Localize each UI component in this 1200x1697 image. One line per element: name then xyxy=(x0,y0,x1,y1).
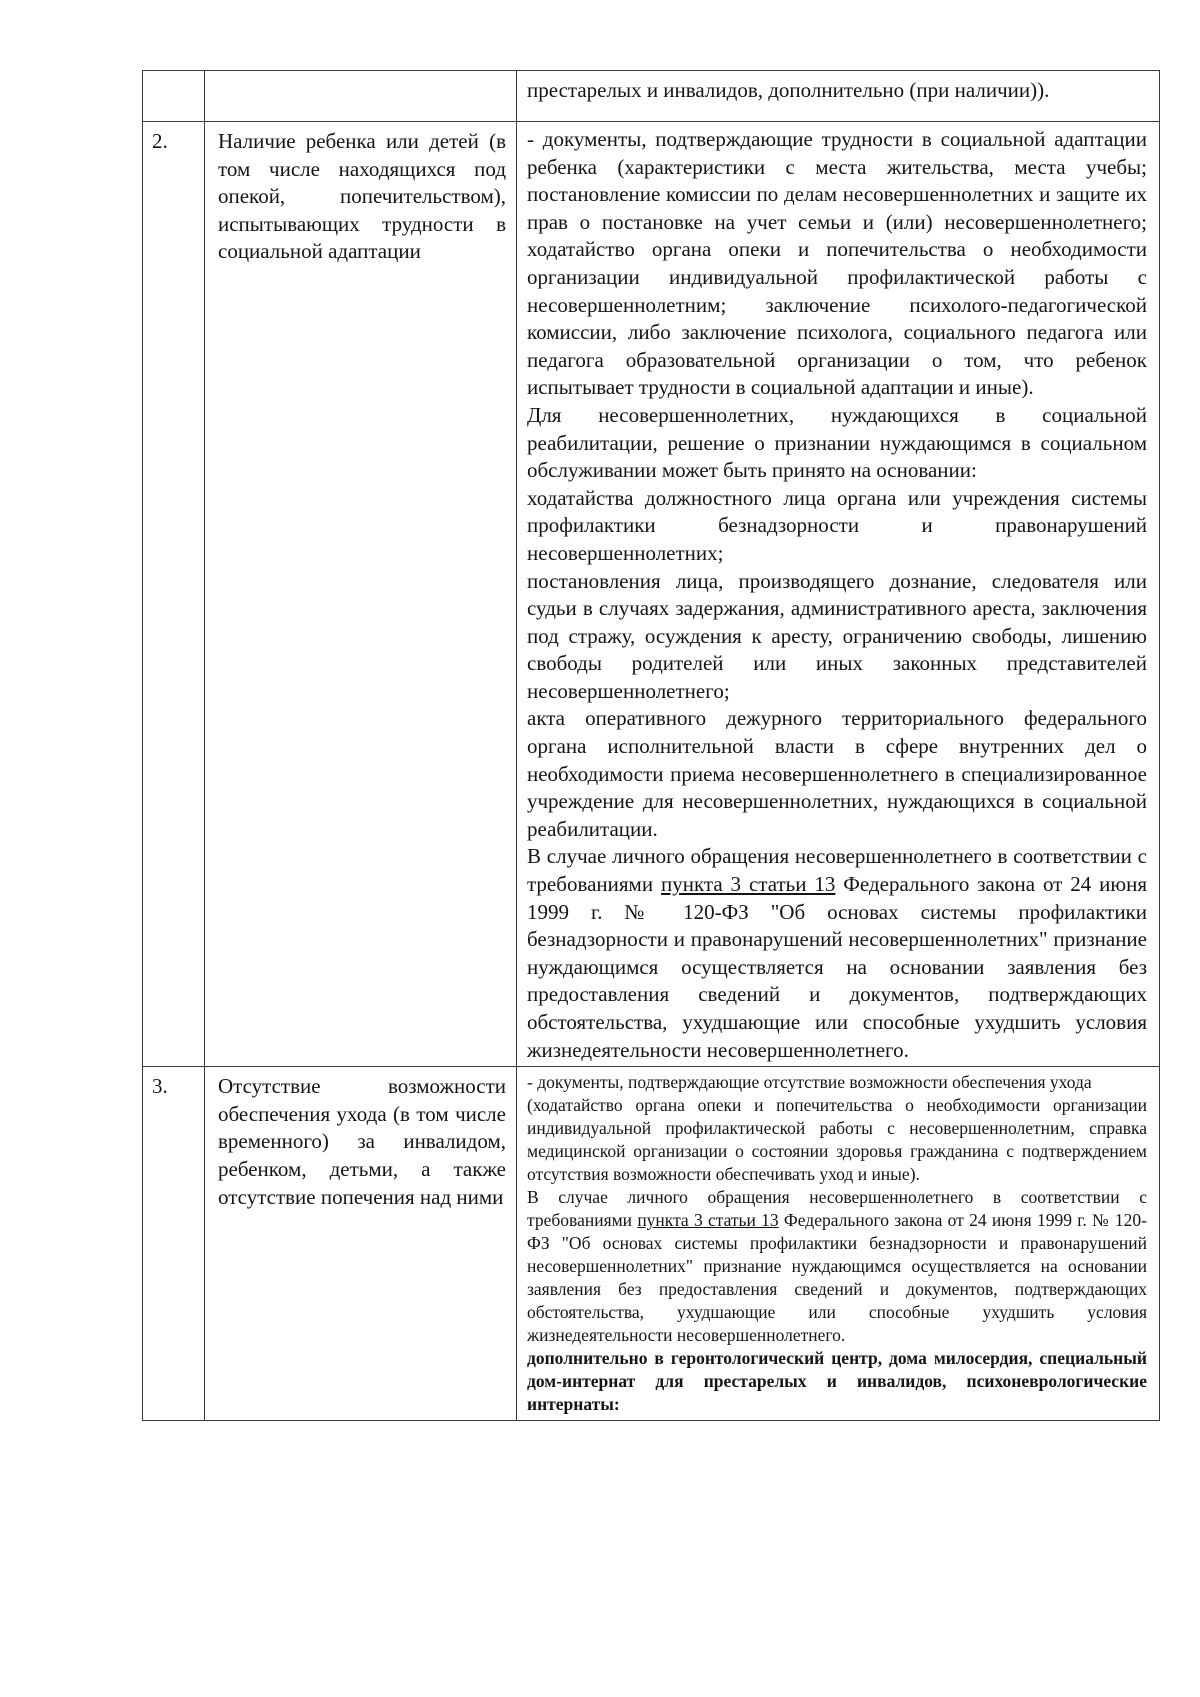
documents-paragraph xyxy=(527,843,1147,1064)
documents-cell xyxy=(517,71,1160,122)
paragraph-text: В случае личного обращения несовершеннолетнего в соответствии с требованиями xyxy=(527,1187,1147,1231)
documents-paragraph: престарелых и инвалидов, дополнительно (при наличии)). xyxy=(527,78,1050,102)
table-row xyxy=(143,71,1160,122)
documents-paragraph: (ходатайство органа опеки и попечительства о необходимости организации индивидуальной профилактической работы с несовершеннолетним, справка медицинской организации о состоянии здоровья гражданина с подтверждением отсутствия возможности обеспечивать уход и иные). xyxy=(527,1095,1147,1185)
table-row xyxy=(143,1067,1160,1421)
criteria-table xyxy=(142,70,1160,1421)
documents-paragraph-bold: дополнительно в геронтологический центр, дома милосердия, специальный дом-интернат для престарелых и инвалидов, психоневрологические интернаты: xyxy=(527,1348,1147,1415)
law-reference-link[interactable]: пункта 3 статьи 13 xyxy=(660,872,836,897)
documents-cell xyxy=(517,122,1160,1067)
documents-cell xyxy=(517,1067,1160,1421)
paragraph-text: Федерального закона от 24 июня 1999 г. № 120-ФЗ "Об основах системы профилактики безнадзорности и правонарушений несовершеннолетних" признание нуждающимся осуществляется на основании заявления без предоставления сведений и документов, подтверждающих обстоятельства, ухудшающие или способные ухудшить условия жизнедеятельности несовершеннолетнего. xyxy=(527,872,1147,1062)
law-reference-link[interactable]: пункта 3 статьи 13 xyxy=(637,1210,779,1231)
documents-paragraph xyxy=(527,1186,1147,1347)
documents-paragraph: ходатайства должностного лица органа или учреждения системы профилактики безнадзорности и правонарушений несовершеннолетних; xyxy=(527,485,1147,565)
row-number: 2. xyxy=(143,122,205,1067)
documents-paragraph: акта оперативного дежурного территориального федерального органа исполнительной власти в сфере внутренних дел о необходимости приема несовершеннолетнего в специализированное учреждение для несовершеннолетних, нуждающихся в социальной реабилитации. xyxy=(527,706,1147,841)
paragraph-text: В случае личного обращения несовершеннолетнего в соответствии с требованиями xyxy=(527,844,1147,897)
documents-paragraph: - документы, подтверждающие трудности в социальной адаптации ребенка (характеристики с места жительства, места учебы; постановление комиссии по делам несовершеннолетних и защите их прав о постановке на учет семьи и (или) несовершеннолетнего; ходатайство органа опеки и попечительства о необходимости организации индивидуальной профилактической работы с несовершеннолетним; заключение психолого-педагогической комиссии, либо заключение психолога, социального педагога или педагога образовательной организации о том, что ребенок испытывает трудности в социальной адаптации и иные). xyxy=(527,127,1147,400)
row-number: 3. xyxy=(143,1067,205,1421)
criterion-cell xyxy=(205,71,517,122)
documents-paragraph: постановления лица, производящего дознание, следователя или судьи в случаях задержания, административного ареста, заключения под стражу, осуждения к аресту, ограничению свободы, лишению свободы родителей или иных законных представителей несовершеннолетнего; xyxy=(527,568,1147,703)
paragraph-text: Федерального закона от 24 июня 1999 г. № 120-ФЗ "Об основах системы профилактики безнадзорности и правонарушений несовершеннолетних" признание нуждающимся осуществляется на основании заявления без предоставления сведений и документов, подтверждающих обстоятельства, ухудшающие или способные ухудшить условия жизнедеятельности несовершеннолетнего. xyxy=(527,1210,1147,1346)
criterion-cell: Наличие ребенка или детей (в том числе находящихся под опекой, попечительством), испытывающих трудности в социальной адаптации xyxy=(205,122,517,1067)
table-row xyxy=(143,122,1160,1067)
documents-paragraph: - документы, подтверждающие отсутствие возможности обеспечения ухода xyxy=(527,1072,1092,1093)
documents-paragraph: Для несовершеннолетних, нуждающихся в социальной реабилитации, решение о признании нуждающимся в социальном обслуживании может быть принято на основании: xyxy=(527,402,1147,483)
row-number xyxy=(143,71,205,122)
criterion-cell: Отсутствие возможности обеспечения ухода (в том числе временного) за инвалидом, ребенком, детьми, а также отсутствие попечения над ними xyxy=(205,1067,517,1421)
